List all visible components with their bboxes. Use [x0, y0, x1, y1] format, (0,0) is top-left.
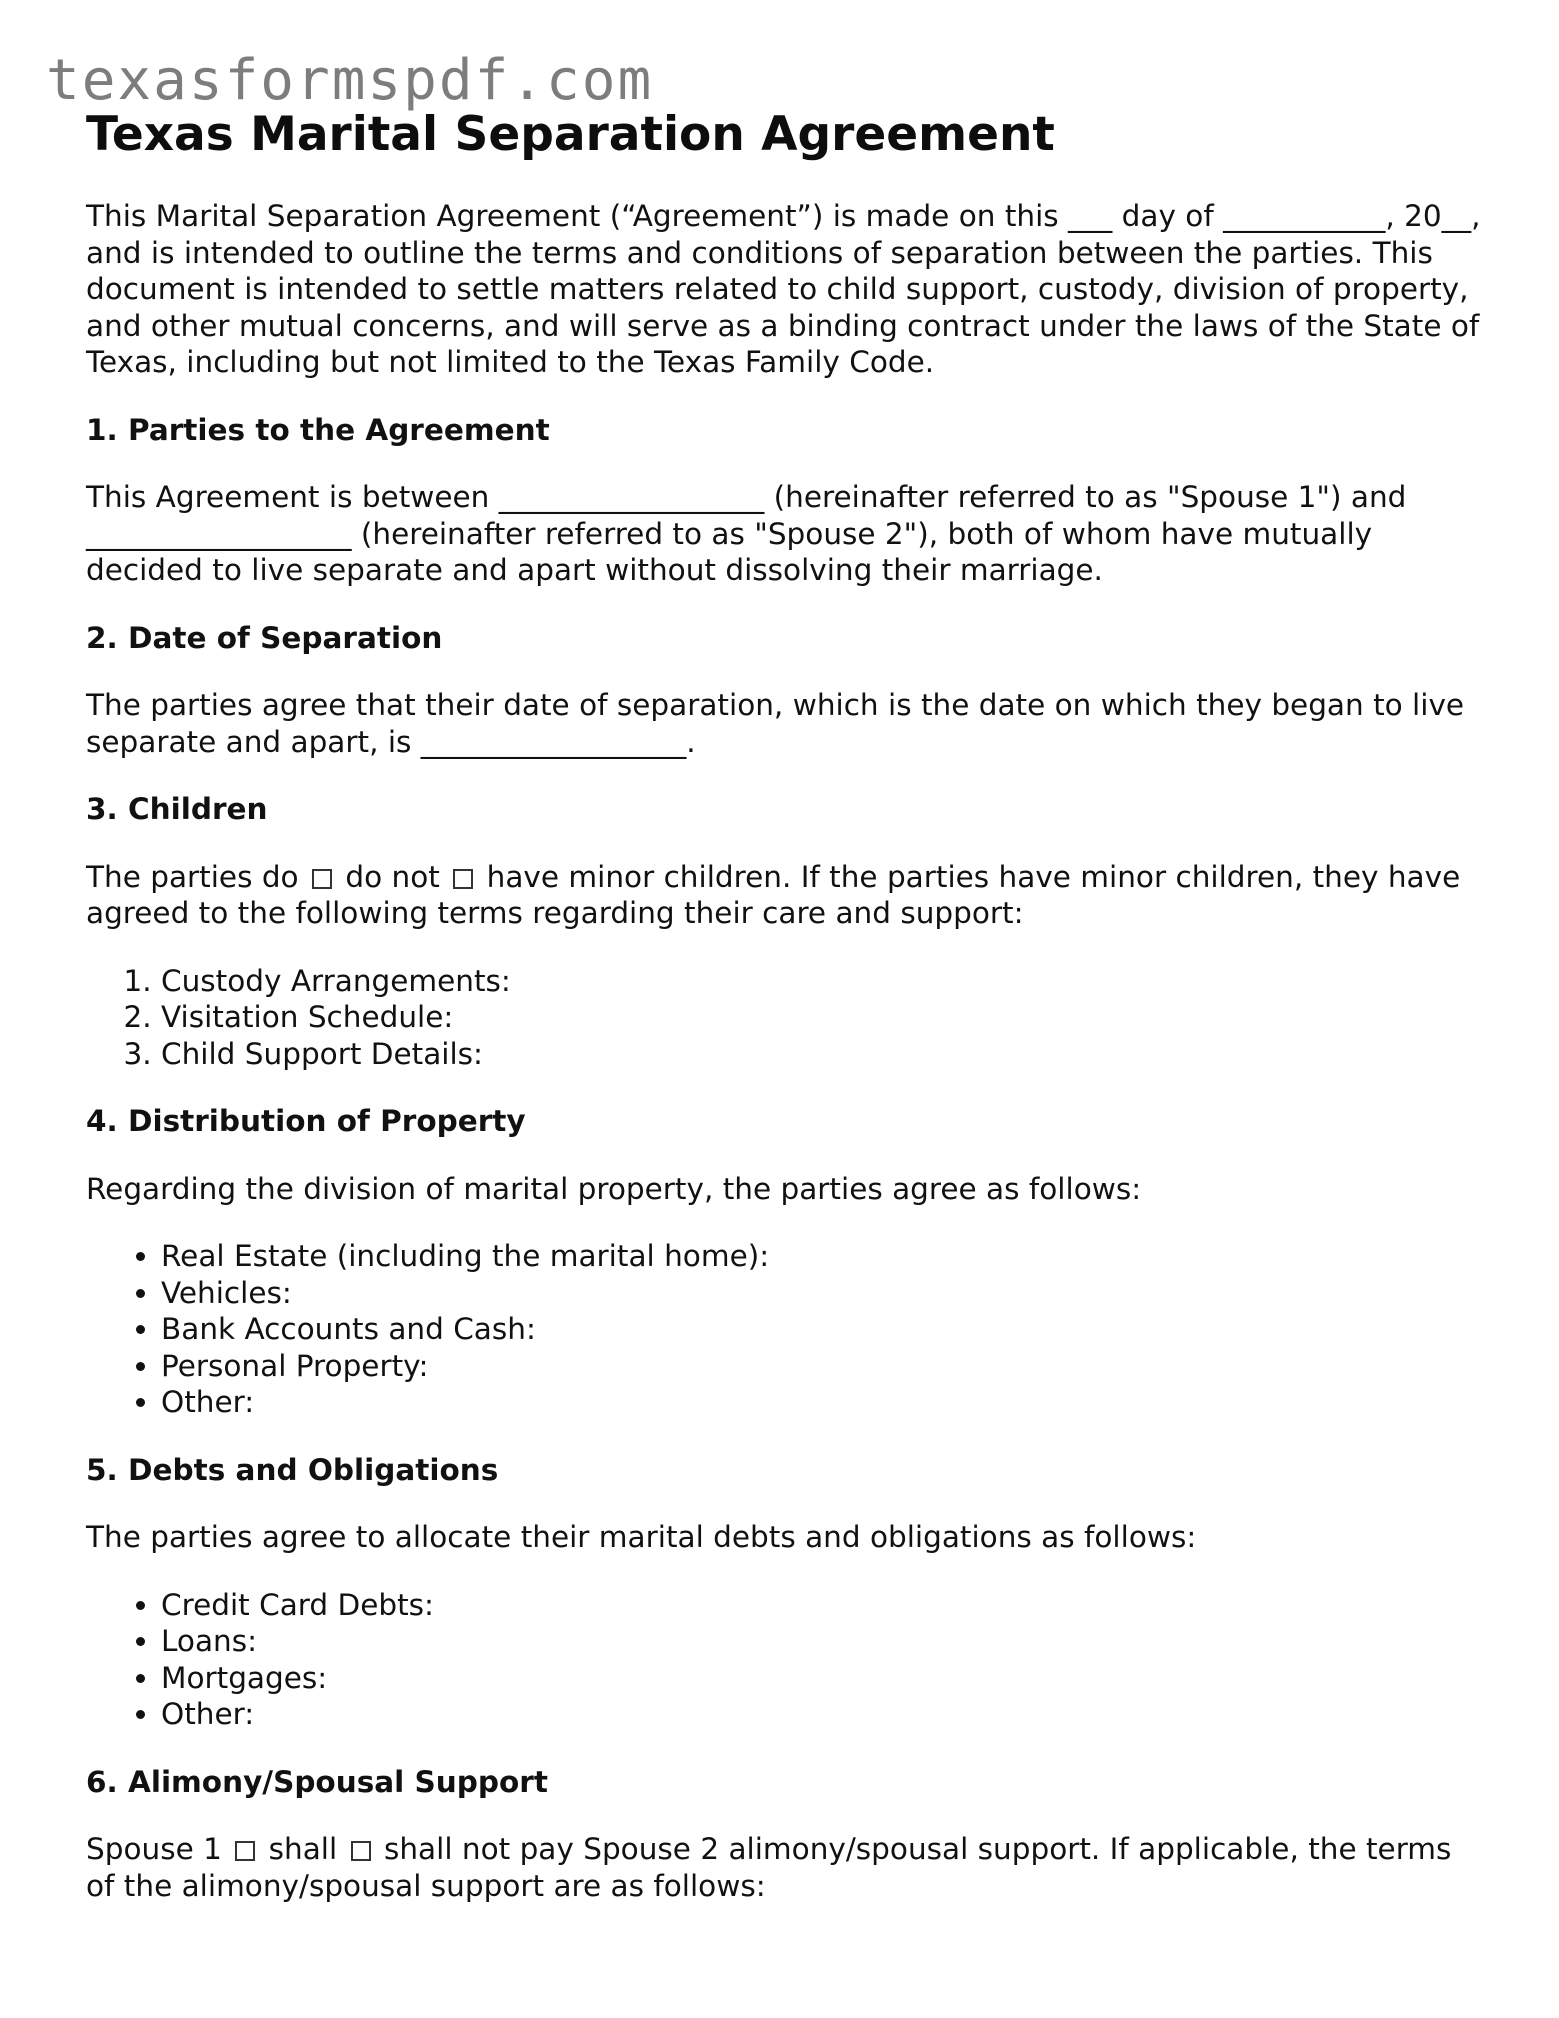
- alimony-paragraph: [86, 1831, 1486, 1904]
- children-text-part3: have minor children. If the parties have minor children, they have agreed to the following terms regarding their care and support:: [86, 859, 1461, 930]
- section-heading-debts: 5. Debts and Obligations: [86, 1452, 499, 1487]
- children-do-not-checkbox[interactable]: [453, 869, 473, 889]
- list-item: • Credit Card Debts:: [161, 1587, 1486, 1624]
- list-item: • Loans:: [161, 1623, 1486, 1660]
- list-item: • Real Estate (including the marital home):: [161, 1238, 1486, 1275]
- site-watermark: texasformspdf.com: [46, 48, 654, 113]
- document-page: [86, 100, 1486, 1904]
- list-item: • Other:: [161, 1696, 1486, 1733]
- children-do-checkbox[interactable]: [312, 869, 332, 889]
- debts-paragraph: The parties agree to allocate their marital debts and obligations as follows:: [86, 1520, 1197, 1554]
- list-item: • Other:: [161, 1384, 1486, 1421]
- children-text-part1: The parties do: [86, 859, 299, 894]
- section-heading-children: 3. Children: [86, 792, 268, 826]
- document-title: Texas Marital Separation Agreement: [86, 107, 1055, 162]
- property-paragraph: Regarding the division of marital property, the parties agree as follows:: [86, 1171, 1142, 1206]
- alimony-text-part1: Spouse 1: [86, 1832, 222, 1866]
- list-item: • Personal Property:: [161, 1348, 1486, 1385]
- children-terms-list: [86, 963, 1486, 1073]
- debts-list: [86, 1587, 1486, 1733]
- list-item: • Vehicles:: [161, 1275, 1486, 1312]
- intro-paragraph: This Marital Separation Agreement (“Agreement”) is made on this ___ day of ___________, 20__, and is intended to outline the terms and conditions of separation between the parties. This document is intended to settle matters related to child support, custody, division of property, and other mutual concerns, and will serve as a binding contract under the laws of the State of Texas, including but not limited to the Texas Family Code.: [86, 199, 1481, 379]
- section-heading-separation-date: 2. Date of Separation: [86, 620, 443, 655]
- list-item: • Mortgages:: [161, 1660, 1486, 1697]
- separation-date-paragraph: The parties agree that their date of separation, which is the date on which they began to live separate and apart, is __________________.: [86, 688, 1465, 759]
- section-heading-property: 4. Distribution of Property: [86, 1104, 526, 1138]
- section-heading-alimony: 6. Alimony/Spousal Support: [86, 1764, 548, 1799]
- list-item: • Bank Accounts and Cash:: [161, 1311, 1486, 1348]
- parties-paragraph: This Agreement is between __________________ (hereinafter referred to as "Spouse 1") and __________________ (hereinafter referred to as "Spouse 2"), both of whom have mutually decided to live separate and apart without dissolving their marriage.: [86, 480, 1407, 587]
- alimony-text-part3: shall not pay Spouse 2 alimony/spousal support. If applicable, the terms of the alimony/spousal support are as follows:: [86, 1832, 1452, 1903]
- alimony-shall-checkbox[interactable]: [235, 1841, 255, 1861]
- section-heading-parties: 1. Parties to the Agreement: [86, 412, 550, 447]
- list-item: 1. Custody Arrangements:: [161, 963, 1486, 1000]
- children-paragraph: [86, 859, 1486, 932]
- list-item: 3. Child Support Details:: [161, 1036, 1486, 1073]
- alimony-shall-not-checkbox[interactable]: [351, 1841, 371, 1861]
- list-item: 2. Visitation Schedule:: [161, 999, 1486, 1036]
- children-text-part2: do not: [345, 859, 440, 894]
- alimony-text-part2: shall: [268, 1832, 338, 1866]
- property-list: [86, 1238, 1486, 1421]
